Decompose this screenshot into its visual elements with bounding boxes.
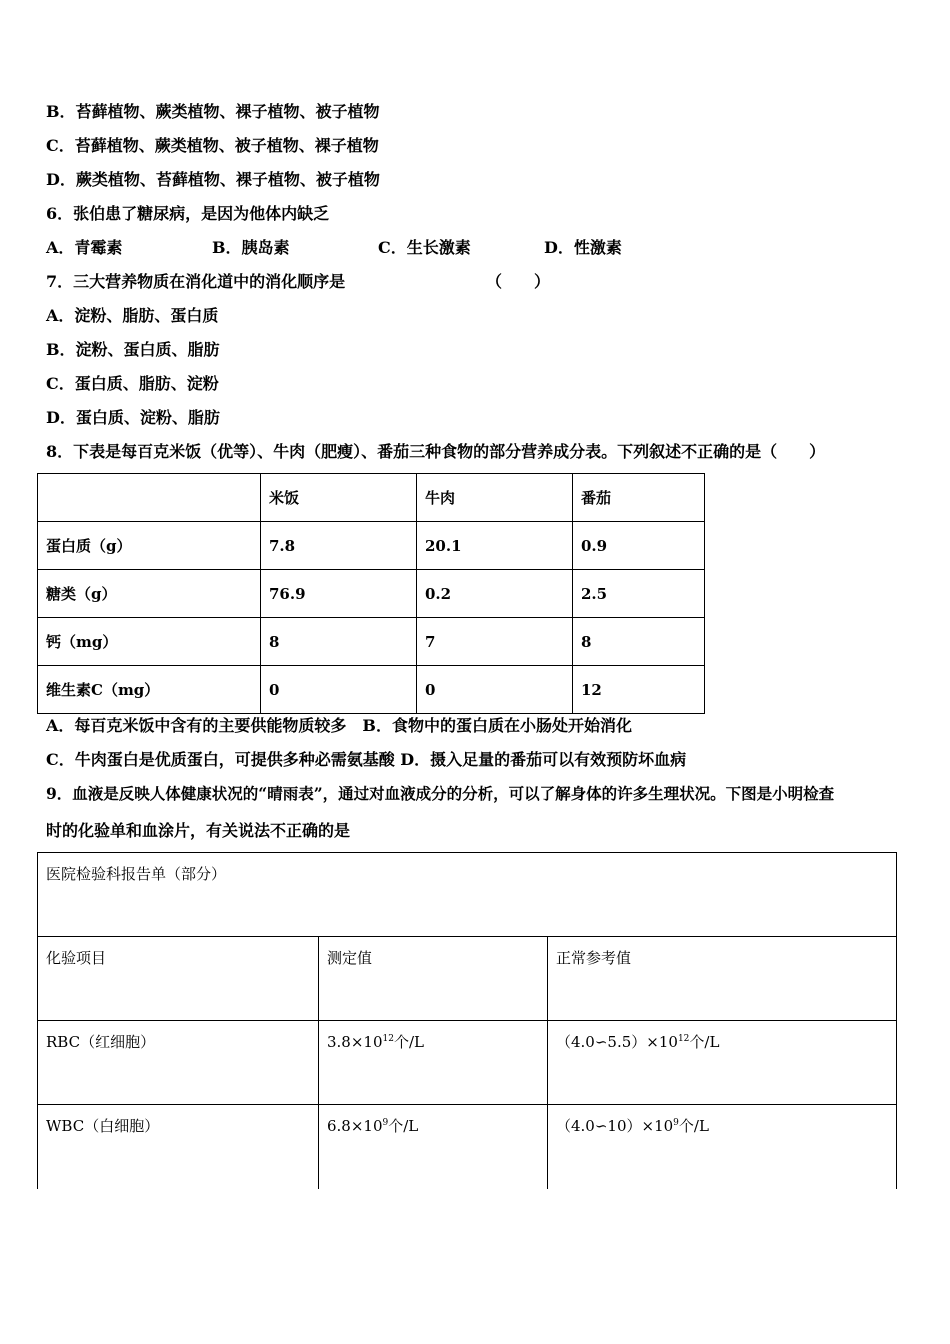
table-cell bbox=[319, 1021, 548, 1105]
table-cell: 0 bbox=[261, 666, 417, 714]
q5-option-b: B．苔藓植物、蕨类植物、裸子植物、被子植物 bbox=[46, 102, 380, 121]
table-cell: 7.8 bbox=[261, 522, 417, 570]
table-cell: 番茄 bbox=[573, 474, 705, 522]
q8-options-ab: A．每百克米饭中含有的主要供能物质较多 B．食物中的蛋白质在小肠处开始消化 bbox=[46, 716, 632, 735]
lab-report-table bbox=[37, 852, 897, 1189]
table-cell: 牛肉 bbox=[417, 474, 573, 522]
table-row bbox=[38, 1021, 897, 1105]
table-cell: 0.2 bbox=[417, 570, 573, 618]
wbc-ref-base: （4.0∽10）×10 bbox=[556, 1117, 674, 1135]
q7-option-d: D．蛋白质、淀粉、脂肪 bbox=[46, 408, 220, 427]
table-cell bbox=[319, 1105, 548, 1189]
q6-option-d: D．性激素 bbox=[544, 238, 622, 257]
table-cell: 12 bbox=[573, 666, 705, 714]
q8-stem: 8．下表是每百克米饭（优等）、牛肉（肥瘦）、番茄三种食物的部分营养成分表。下列叙述不正确的是（ ） bbox=[46, 442, 826, 461]
table-row bbox=[38, 618, 705, 666]
table-row bbox=[38, 570, 705, 618]
table-cell bbox=[548, 1105, 897, 1189]
rbc-value-base: 3.8×10 bbox=[327, 1033, 383, 1051]
table-cell: 米饭 bbox=[261, 474, 417, 522]
wbc-value-exp: 9 bbox=[382, 1118, 389, 1128]
q9-stem-line1: 9．血液是反映人体健康状况的“晴雨表”，通过对血液成分的分析，可以了解身体的许多生理状况。下图是小明检查 bbox=[46, 784, 835, 803]
table-cell: 钙（mg） bbox=[38, 618, 261, 666]
table-cell bbox=[38, 474, 261, 522]
table-cell: 0.9 bbox=[573, 522, 705, 570]
q7-stem: 7．三大营养物质在消化道中的消化顺序是 bbox=[46, 272, 346, 291]
rbc-ref-base: （4.0∽5.5）×10 bbox=[556, 1033, 678, 1051]
table-cell: WBC（白细胞） bbox=[38, 1105, 319, 1189]
q6-options bbox=[46, 238, 710, 258]
q6-stem: 6．张伯患了糖尿病，是因为他体内缺乏 bbox=[46, 204, 330, 223]
rbc-value-exp: 12 bbox=[382, 1034, 394, 1044]
table-cell: 蛋白质（g） bbox=[38, 522, 261, 570]
wbc-value-unit: 个/L bbox=[388, 1117, 419, 1135]
q5-option-d: D．蕨类植物、苔藓植物、裸子植物、被子植物 bbox=[46, 170, 380, 189]
rbc-value-unit: 个/L bbox=[393, 1033, 424, 1051]
rbc-ref-unit: 个/L bbox=[689, 1033, 720, 1051]
q5-option-c: C．苔藓植物、蕨类植物、被子植物、裸子植物 bbox=[46, 136, 379, 155]
q7-option-a: A．淀粉、脂肪、蛋白质 bbox=[46, 306, 219, 325]
table-header-row bbox=[38, 474, 705, 522]
q6-option-b: B．胰岛素 bbox=[212, 238, 290, 257]
table-row bbox=[38, 666, 705, 714]
table-cell: 20.1 bbox=[417, 522, 573, 570]
report-header-row bbox=[38, 937, 897, 1021]
q6-option-c: C．生长激素 bbox=[378, 238, 471, 257]
table-cell: 测定值 bbox=[319, 937, 548, 1021]
report-title-row bbox=[38, 853, 897, 937]
table-cell: 76.9 bbox=[261, 570, 417, 618]
table-cell bbox=[548, 1021, 897, 1105]
table-cell: RBC（红细胞） bbox=[38, 1021, 319, 1105]
wbc-ref-exp: 9 bbox=[673, 1118, 679, 1128]
table-cell: 2.5 bbox=[573, 570, 705, 618]
table-cell: 糖类（g） bbox=[38, 570, 261, 618]
rbc-ref-exp: 12 bbox=[677, 1034, 690, 1044]
q7-stem-line bbox=[46, 272, 551, 292]
wbc-ref-unit: 个/L bbox=[678, 1117, 709, 1135]
report-title: 医院检验科报告单（部分） bbox=[38, 853, 897, 937]
q7-option-c: C．蛋白质、脂肪、淀粉 bbox=[46, 374, 219, 393]
table-cell: 化验项目 bbox=[38, 937, 319, 1021]
q7-option-b: B．淀粉、蛋白质、脂肪 bbox=[46, 340, 220, 359]
table-cell: 8 bbox=[261, 618, 417, 666]
nutrition-table bbox=[37, 473, 705, 714]
table-cell: 8 bbox=[573, 618, 705, 666]
q8-options-cd: C．牛肉蛋白是优质蛋白，可提供多种必需氨基酸 D．摄入足量的番茄可以有效预防坏血病 bbox=[46, 750, 687, 769]
table-row bbox=[38, 522, 705, 570]
table-row bbox=[38, 1105, 897, 1189]
wbc-value-base: 6.8×10 bbox=[327, 1117, 383, 1135]
table-cell: 维生素C（mg） bbox=[38, 666, 261, 714]
q6-option-a: A．青霉素 bbox=[46, 238, 123, 257]
table-cell: 7 bbox=[417, 618, 573, 666]
table-cell: 0 bbox=[417, 666, 573, 714]
q7-answer-paren: （ ） bbox=[486, 272, 551, 291]
table-cell: 正常参考值 bbox=[548, 937, 897, 1021]
q9-stem-line2: 时的化验单和血涂片，有关说法不正确的是 bbox=[46, 821, 351, 840]
